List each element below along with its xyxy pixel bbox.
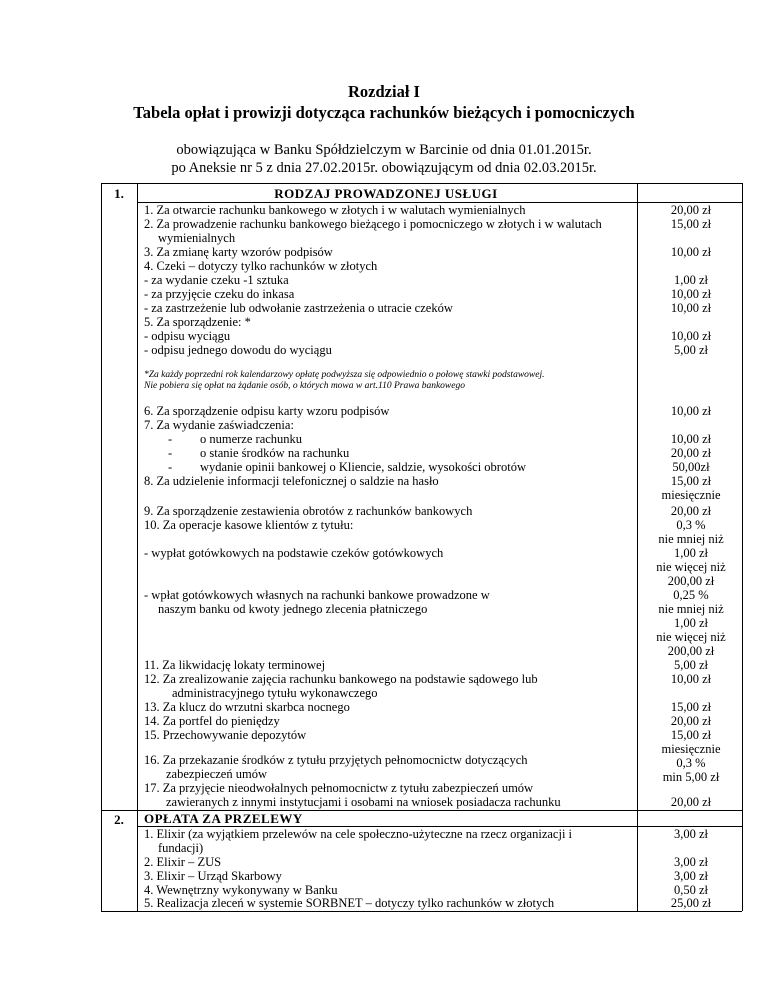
fee-value: 5,00 zł <box>673 658 709 672</box>
fee-value: miesięcznie <box>661 742 721 756</box>
fee-value: 20,00 zł <box>670 504 712 518</box>
list-item: zabezpieczeń umów <box>166 767 267 781</box>
list-item: - wypłat gotówkowych na podstawie czeków gotówkowych <box>144 546 444 560</box>
table-border-bottom <box>101 911 742 912</box>
fee-value: 15,00 zł <box>670 217 712 231</box>
fee-value: 20,00 zł <box>670 714 712 728</box>
list-item: 5. Realizacja zleceń w systemie SORBNET – dotyczy tylko rachunków w złotych <box>144 896 555 910</box>
list-item: 2. Elixir – ZUS <box>144 855 222 869</box>
fee-value: 50,00zł <box>672 460 710 474</box>
dash-marker: - <box>168 432 173 446</box>
fee-value: 1,00 zł <box>673 546 709 560</box>
fee-value: 1,00 zł <box>673 273 709 287</box>
fee-value: 0,25 % <box>673 588 709 602</box>
list-item: 15. Przechowywanie depozytów <box>144 728 307 742</box>
section-number-2: 2. <box>114 812 124 827</box>
fee-value: 15,00 zł <box>670 728 712 742</box>
list-item: 5. Za sporządzenie: * <box>144 315 251 329</box>
list-item: zawieranych z innymi instytucjami i osobami na wniosek posiadacza rachunku <box>166 795 561 809</box>
list-item: 1. Za otwarcie rachunku bankowego w złotych i w walutach wymienialnych <box>144 203 526 217</box>
fee-value: 3,00 zł <box>673 827 709 841</box>
fee-value: 3,00 zł <box>673 869 709 883</box>
fee-value: 3,00 zł <box>673 855 709 869</box>
list-item: administracyjnego tytułu wykonawczego <box>172 686 378 700</box>
fee-value: 20,00 zł <box>670 795 712 809</box>
validity-line-1: obowiązująca w Banku Spółdzielczym w Barcinie od dnia 01.01.2015r. <box>176 142 592 158</box>
list-item: 4. Wewnętrzny wykonywany w Banku <box>144 883 338 897</box>
table-border-number <box>137 183 138 911</box>
list-item: 6. Za sporządzenie odpisu karty wzoru podpisów <box>144 404 390 418</box>
list-item: 3. Za zmianę karty wzorów podpisów <box>144 245 333 259</box>
footnote-line-1: *Za każdy poprzedni rok kalendarzowy opłatę podwyższa się odpowiednio o połowę stawki podstawowej. <box>144 370 545 380</box>
list-item: 17. Za przyjęcie nieodwołalnych pełnomocnictw z tytułu zabezpieczeń umów <box>144 781 534 795</box>
table-border-left <box>101 183 102 911</box>
fee-value: 5,00 zł <box>673 343 709 357</box>
fee-value: nie mniej niż <box>658 602 724 616</box>
section-title-1: RODZAJ PROWADZONEJ USŁUGI <box>274 186 498 201</box>
list-item: - za zastrzeżenie lub odwołanie zastrzeżenia o utracie czeków <box>144 301 453 315</box>
fee-value: 200,00 zł <box>667 574 715 588</box>
list-item: 1. Elixir (za wyjątkiem przelewów na cele społeczno-użyteczne na rzecz organizacji i <box>144 827 573 841</box>
fee-value: 10,00 zł <box>670 287 712 301</box>
sub-item: wydanie opinii bankowej o Kliencie, saldzie, wysokości obrotów <box>200 460 526 474</box>
fee-value: 0,3 % <box>676 518 706 532</box>
table-border-top <box>101 183 742 184</box>
chapter-title: Rozdział I <box>348 82 420 101</box>
list-item: - odpisu wyciągu <box>144 329 231 343</box>
fee-value: 10,00 zł <box>670 672 712 686</box>
fee-value: 10,00 zł <box>670 404 712 418</box>
table-border-right <box>742 183 743 911</box>
fee-value: 0,3 % <box>676 756 706 770</box>
list-item: 4. Czeki – dotyczy tylko rachunków w złotych <box>144 259 378 273</box>
footnote-line-2: Nie pobiera się opłat na żądanie osób, o których mowa w art.110 Prawa bankowego <box>144 381 465 391</box>
fee-value: 10,00 zł <box>670 432 712 446</box>
fee-value: 25,00 zł <box>670 896 712 910</box>
fee-value: 1,00 zł <box>673 616 709 630</box>
fee-value: 15,00 zł <box>670 474 712 488</box>
fee-value: 20,00 zł <box>670 446 712 460</box>
fee-value: min 5,00 zł <box>662 770 720 784</box>
list-item: naszym banku od kwoty jednego zlecenia płatniczego <box>158 602 428 616</box>
validity-line-2: po Aneksie nr 5 z dnia 27.02.2015r. obowiązującym od dnia 02.03.2015r. <box>171 160 597 176</box>
list-item: 10. Za operacje kasowe klientów z tytułu: <box>144 518 354 532</box>
list-item: 3. Elixir – Urząd Skarbowy <box>144 869 282 883</box>
list-item: 12. Za zrealizowanie zajęcia rachunku bankowego na podstawie sądowego lub <box>144 672 538 686</box>
dash-marker: - <box>168 446 173 460</box>
list-item: 16. Za przekazanie środków z tytułu przyjętych pełnomocnictw dotyczących <box>144 753 528 767</box>
list-item: 11. Za likwidację lokaty terminowej <box>144 658 326 672</box>
fee-value: 20,00 zł <box>670 203 712 217</box>
fee-value: 0,50 zł <box>673 883 709 897</box>
list-item: 8. Za udzielenie informacji telefonicznej o saldzie na hasło <box>144 474 439 488</box>
fee-value: nie więcej niż <box>656 630 726 644</box>
fee-value: 10,00 zł <box>670 301 712 315</box>
document-title: Tabela opłat i prowizji dotycząca rachunków bieżących i pomocniczych <box>133 103 635 122</box>
section-number-1: 1. <box>114 186 124 201</box>
list-item: - odpisu jednego dowodu do wyciągu <box>144 343 332 357</box>
section-title-2: OPŁATA ZA PRZELEWY <box>144 811 303 826</box>
dash-marker: - <box>168 460 173 474</box>
list-item: 9. Za sporządzenie zestawienia obrotów z rachunków bankowych <box>144 504 473 518</box>
list-item: - za przyjęcie czeku do inkasa <box>144 287 295 301</box>
list-item: - wpłat gotówkowych własnych na rachunki bankowe prowadzone w <box>144 588 490 602</box>
list-item: fundacji) <box>158 841 204 855</box>
sub-item: o numerze rachunku <box>200 432 303 446</box>
list-item: - za wydanie czeku -1 sztuka <box>144 273 289 287</box>
list-item: 14. Za portfel do pieniędzy <box>144 714 280 728</box>
fee-value: 15,00 zł <box>670 700 712 714</box>
fee-value: nie mniej niż <box>658 532 724 546</box>
list-item: 13. Za klucz do wrzutni skarbca nocnego <box>144 700 350 714</box>
table-border-fee <box>637 183 638 911</box>
fee-value: nie więcej niż <box>656 560 726 574</box>
list-item: 7. Za wydanie zaświadczenia: <box>144 418 294 432</box>
fee-value: miesięcznie <box>661 488 721 502</box>
list-item: 2. Za prowadzenie rachunku bankowego bieżącego i pomocniczego w złotych i w walutach <box>144 217 602 231</box>
fee-value: 10,00 zł <box>670 329 712 343</box>
sub-item: o stanie środków na rachunku <box>200 446 350 460</box>
list-item: wymienialnych <box>158 231 236 245</box>
fee-value: 200,00 zł <box>667 644 715 658</box>
fee-value: 10,00 zł <box>670 245 712 259</box>
